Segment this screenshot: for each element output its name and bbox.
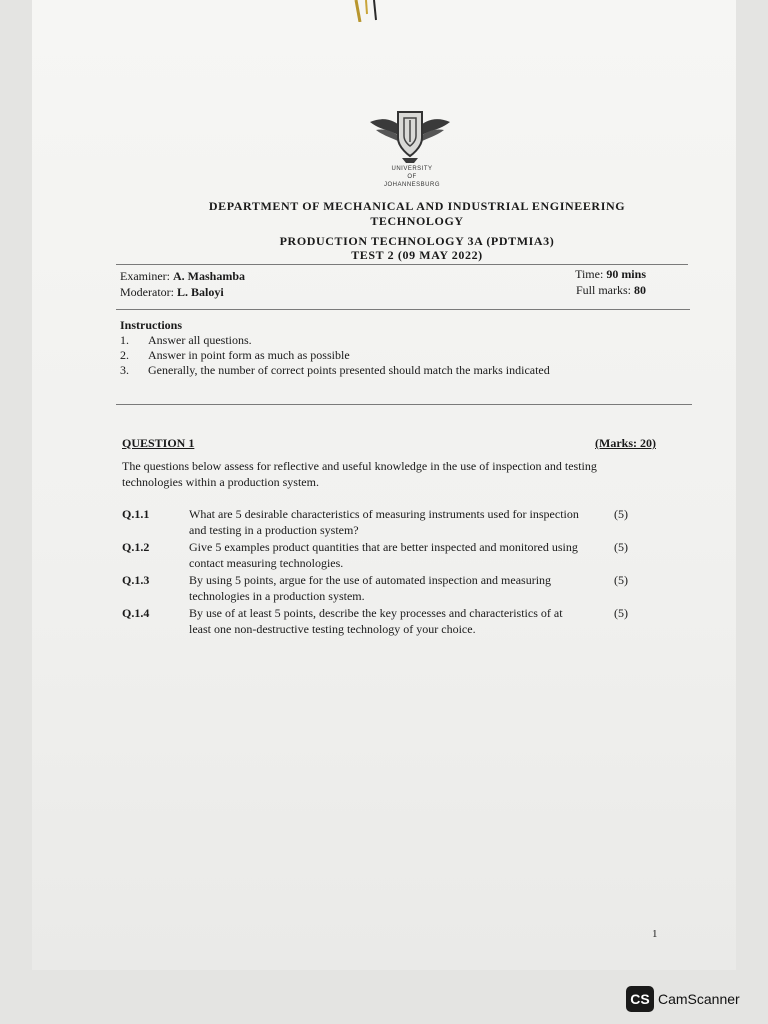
time-line: Time: 90 mins [575, 267, 646, 281]
question-marks: (Marks: 20) [595, 436, 656, 450]
camscanner-icon: CS [626, 986, 654, 1012]
university-logo-text: UNIVERSITY OF JOHANNESBURG [383, 166, 440, 188]
question-number: Q.1.4 [122, 606, 150, 620]
question-mark: (5) [614, 606, 628, 620]
test-title: TEST 2 (09 MAY 2022) [351, 248, 483, 262]
course-title: PRODUCTION TECHNOLOGY 3A (PDTMIA3) [279, 234, 555, 248]
university-crest-icon [366, 108, 454, 164]
question-number: Q.1.1 [122, 507, 150, 521]
page-number: 1 [652, 928, 658, 940]
camscanner-label: CamScanner [658, 991, 740, 1007]
department-heading: DEPARTMENT OF MECHANICAL AND INDUSTRIAL ENGINEERING [208, 199, 626, 213]
list-item [122, 605, 628, 637]
question-text: Give 5 examples product quantities that are better inspected and monitored using contact measuring technologies. [189, 540, 578, 570]
question-title: QUESTION 1 [122, 436, 195, 450]
question-text: By use of at least 5 points, describe the key processes and characteristics of at least one non-destructive testing technology of your choice. [189, 606, 563, 636]
question-mark: (5) [614, 507, 628, 521]
list-item: 1. Answer all questions. [120, 333, 252, 347]
list-item: 2. Answer in point form as much as possible [120, 348, 350, 362]
question-number: Q.1.3 [122, 573, 150, 587]
department-heading-line2: TECHNOLOGY [370, 214, 464, 228]
question-intro: The questions below assess for reflective and useful knowledge in the use of inspection and testing technologies within a production system. [122, 459, 597, 489]
question-mark: (5) [614, 573, 628, 587]
document-page [32, 0, 736, 970]
question-number: Q.1.2 [122, 540, 150, 554]
instructions-list [120, 333, 550, 378]
pin-mark [354, 0, 382, 22]
divider [116, 404, 692, 405]
question-mark: (5) [614, 540, 628, 554]
question-text: By using 5 points, argue for the use of automated inspection and measuring technologies in a production system. [189, 573, 552, 603]
divider [116, 309, 690, 310]
instructions-title: Instructions [120, 318, 183, 332]
question-text: What are 5 desirable characteristics of measuring instruments used for inspection and testing in a production system? [189, 507, 579, 537]
list-item [122, 506, 628, 538]
list-item [122, 539, 628, 571]
list-item [122, 572, 628, 604]
examiner-line: Examiner: A. Mashamba [120, 269, 245, 283]
camscanner-watermark [626, 986, 740, 1012]
full-marks-line: Full marks: 80 [575, 283, 646, 297]
list-item: 3. Generally, the number of correct points presented should match the marks indicated [120, 363, 550, 377]
moderator-line: Moderator: L. Baloyi [120, 285, 224, 299]
divider [116, 264, 688, 265]
question-list [122, 506, 628, 638]
